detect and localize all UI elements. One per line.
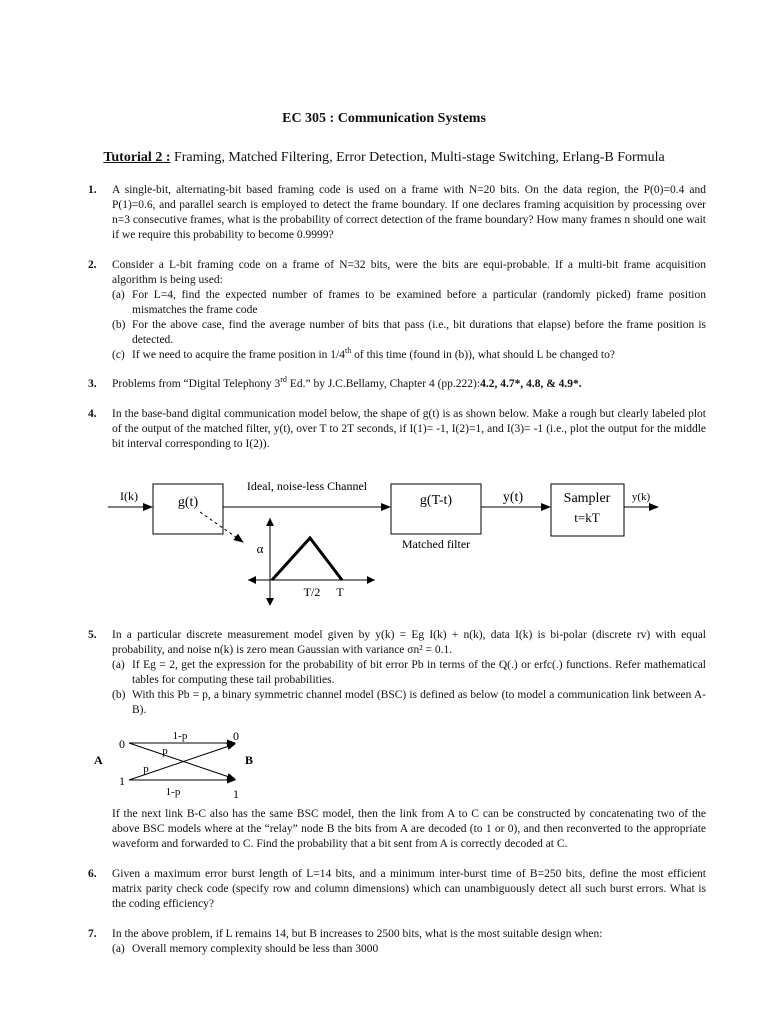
question-text: A single-bit, alternating-bit based framing code is used on a frame with N=20 bits. On the data region, the P(0)=0.4 and P(1)=0.6, and parallel search is employed to detect the frame boundary. If one declares framing acquisition by processing over n=3 consecutive frames, what is the probability of correct detection of the frame boundary? How many frames n should one wait if we require this probability to become 0.9999?: [112, 184, 706, 241]
communication-model-diagram: [100, 470, 680, 615]
input-1-label: 1: [119, 774, 125, 788]
question-5-continuation: [88, 807, 706, 852]
question-3: [88, 377, 706, 392]
question-text: In the base-band digital communication model below, the shape of g(t) is as shown below. Make a rough but clearly labeled plot of the output of the matched filter, y(t), over T to 2T seconds, if I(1)= -1, I(2)=1, and I(3)= -1 (i.e., plot the output for the middle bit interval corresponding to I(2)).: [112, 408, 706, 450]
triangle-pulse: [272, 538, 342, 580]
subpart-c: (c) If we need to acquire the frame position in 1/4th of this time (found in (b)), what should L be changed to?: [112, 346, 615, 361]
sampler-label: Sampler: [563, 491, 611, 506]
sampler-time-label: t=kT: [574, 510, 600, 525]
question-text: In a particular discrete measurement model given by y(k) = Eg I(k) + n(k), data I(k) is bi-polar (discrete rv) with equal probability, and noise n(k) is zero mean Gaussian with variance σn² = 0.1.: [112, 629, 706, 656]
bottom-prob-label: 1-p: [165, 786, 181, 798]
question-number: 6.: [88, 868, 97, 880]
question-text: If the next link B-C also has the same BSC model, then the link from A to C can be constructed by concatenating two of the above BSC models where at the “relay” node B the bits from A are decoded (to 1 or 0), and then reconverted to the appropriate waveform and forwarded to C. Find the probability that a bit sent from A is correctly decoded at C.: [112, 808, 706, 850]
question-6: [88, 867, 706, 912]
output-0-label: 0: [233, 729, 239, 743]
output-label: y(k): [631, 491, 651, 503]
subpart-b: (b) For the above case, find the average number of bits that pass (i.e., bit durations that elapse) before the frame position is detected.: [112, 319, 706, 346]
yt-label: y(t): [502, 490, 524, 505]
question-number: 2.: [88, 259, 97, 271]
question-number: 1.: [88, 184, 97, 196]
cross-prob-label: p: [143, 763, 149, 775]
tutorial-label: Tutorial 2 :: [103, 150, 171, 165]
t-label: T: [336, 585, 344, 599]
question-4: [88, 407, 706, 452]
channel-label: Ideal, noise-less Channel: [246, 479, 368, 493]
tutorial-subtitle: [0, 150, 768, 166]
question-text: In the above problem, if L remains 14, but B increases to 2500 bits, what is the most suitable design when:: [112, 928, 603, 940]
question-7: [88, 927, 706, 957]
subpart-a: (a) If Eg = 2, get the expression for the probability of bit error Pb in terms of the Q(.) or erfc(.) functions. Refer mathematical tables for computing these tail probabilities.: [112, 659, 706, 686]
subpart-a: (a) Overall memory complexity should be less than 3000: [112, 943, 379, 955]
matched-filter-label: Matched filter: [401, 537, 471, 551]
g-filter-label: g(t): [177, 495, 199, 510]
question-number: 3.: [88, 378, 97, 390]
alpha-label: α: [256, 541, 264, 556]
question-number: 5.: [88, 629, 97, 641]
question-number: 7.: [88, 928, 97, 940]
matched-filter-text: g(T-t): [419, 493, 453, 508]
edge-1-0: [129, 744, 235, 780]
question-5: [88, 628, 706, 718]
subpart-a: (a) For L=4, find the expected number of frames to be examined before a particular (randomly picked) frame position mismatches the frame code: [112, 289, 706, 316]
bsc-diagram: [85, 728, 285, 800]
node-b-label: B: [245, 753, 254, 767]
question-text: Consider a L-bit framing code on a frame of N=32 bits, were the bits are equi-probable. If a multi-bit frame acquisition algorithm is being used:: [112, 259, 706, 286]
question-number: 4.: [88, 408, 97, 420]
tutorial-topics: Framing, Matched Filtering, Error Detection, Multi-stage Switching, Erlang-B Formula: [173, 150, 665, 165]
question-1: [88, 183, 706, 243]
output-1-label: 1: [233, 787, 239, 800]
page-title: EC 305 : Communication Systems: [282, 111, 486, 126]
top-prob-label: 1-p: [172, 730, 188, 742]
question-text: Given a maximum error burst length of L=14 bits, and a minimum inter-burst time of B=250 bits, define the most efficient matrix parity check code (specify row and column dimensions) which can unambiguously detect all such burst errors. What is the coding efficiency?: [112, 868, 706, 910]
question-2: [88, 258, 706, 363]
node-a-label: A: [94, 753, 103, 767]
input-label: I(k): [120, 489, 138, 503]
cross-prob-label: p: [162, 745, 168, 757]
matched-filter-block: [391, 484, 481, 534]
input-0-label: 0: [119, 737, 125, 751]
t-half-label: T/2: [303, 585, 321, 599]
question-text: Problems from “Digital Telephony 3rd Ed.” by J.C.Bellamy, Chapter 4 (pp.222):4.2, 4.7*, 4.8, & 4.9*.: [112, 375, 582, 390]
subpart-b: (b) With this Pb = p, a binary symmetric channel model (BSC) is defined as below (to model a communication link between A-B).: [112, 689, 706, 716]
